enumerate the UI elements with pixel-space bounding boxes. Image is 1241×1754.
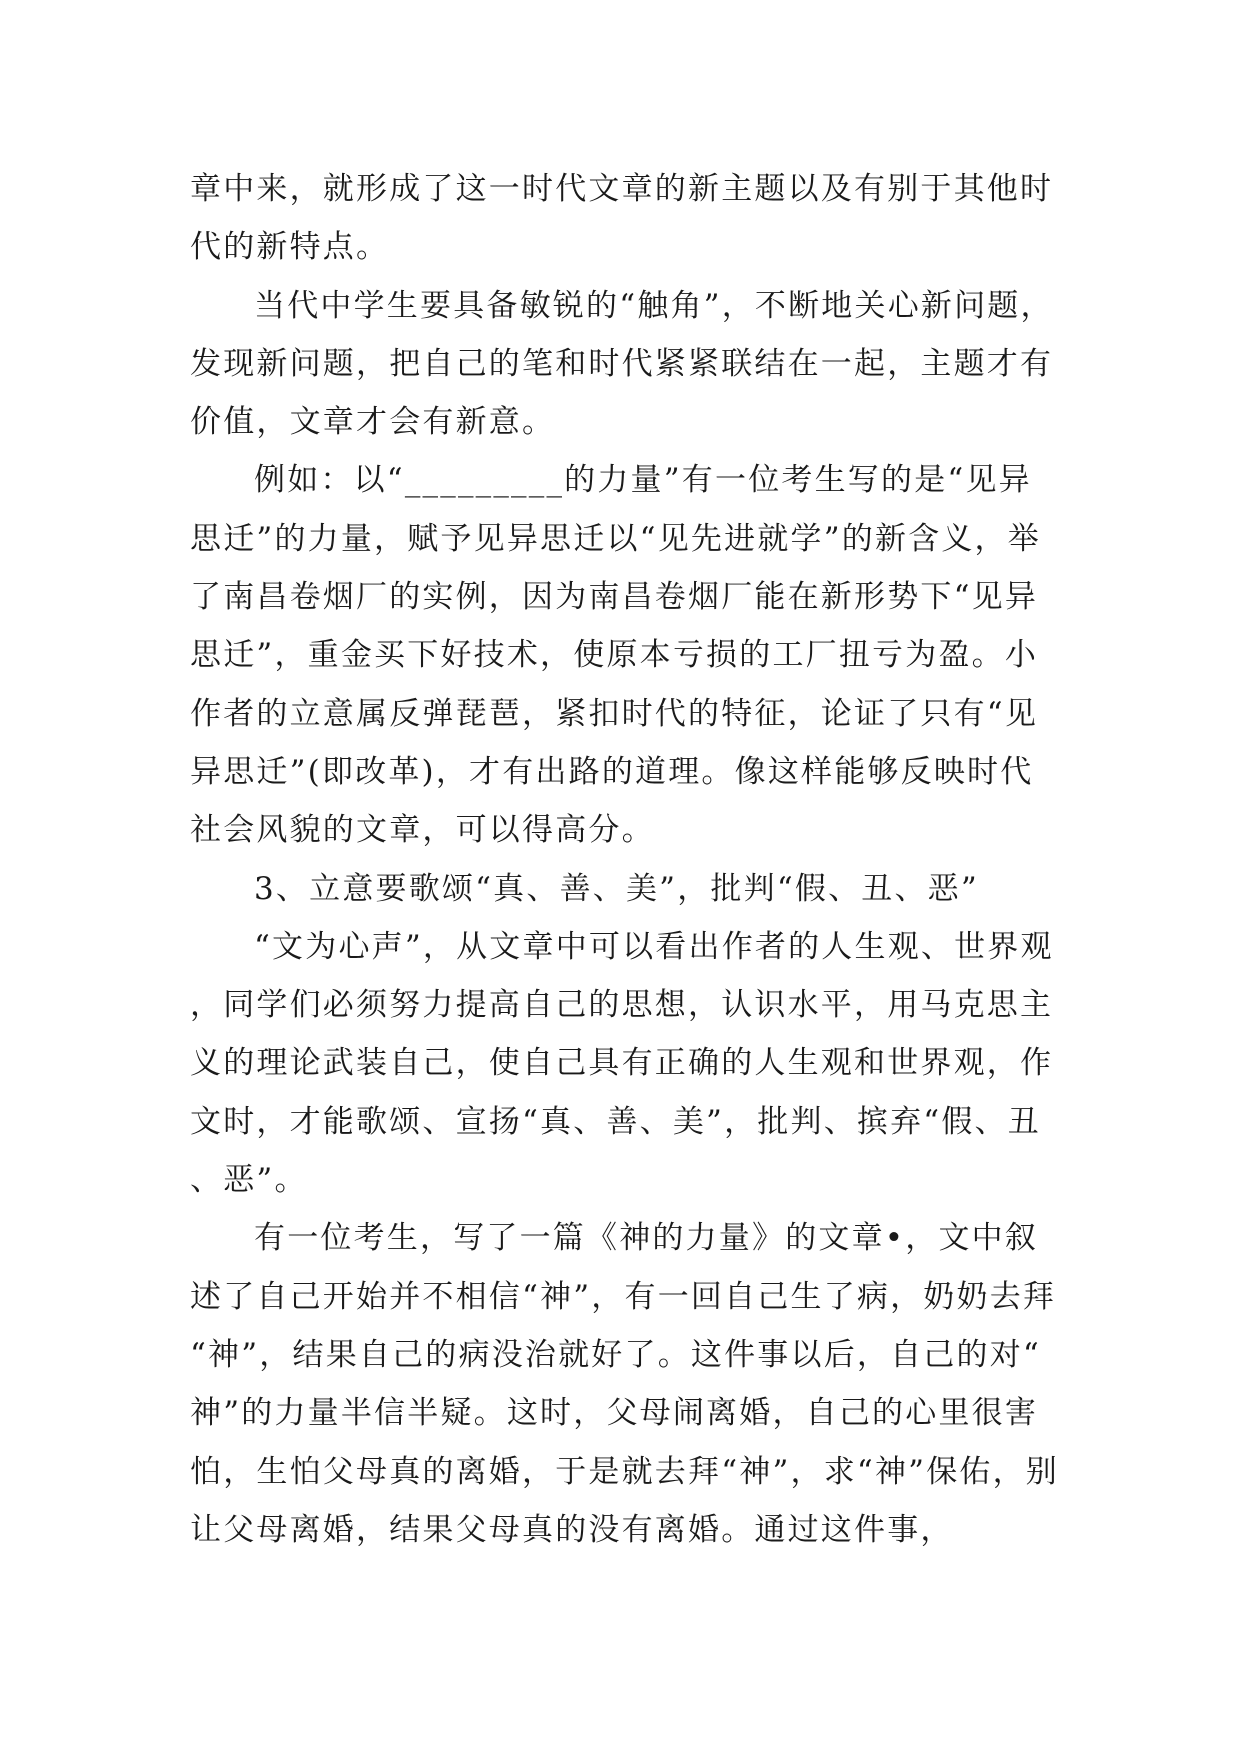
section-heading-3: 3、立意要歌颂“真、善、美”，批判“假、丑、恶”: [254, 870, 979, 907]
paragraph-contemporary-students: 当代中学生要具备敏锐的“触角”，不断地关心新问题，发现新问题，把自己的笔和时代紧紧联结在一起，主题才有价值，文章才会有新意。: [190, 287, 1054, 441]
paragraph-example: 例如：以“_________的力量”有一位考生写的是“见异思迁”的力量，赋予见异思迁以“见先进就学”的新含义，举了南昌卷烟厂的实例，因为南昌卷烟厂能在新形势下“见异思迁”，重金买下好技术，使原本亏损的工厂扭亏为盈。小作者的立意属反弹琵琶，紧扣时代的特征，论证了只有“见异思迁”(即改革)，才有出路的道理。像这样能够反映时代社会风貌的文章，可以得高分。: [190, 462, 1041, 849]
paragraph-continuation: 章中来，就形成了这一时代文章的新主题以及有别于其他时代的新特点。: [190, 171, 1054, 266]
paragraph-voice-of-heart: “文为心声”，从文章中可以看出作者的人生观、世界观，同学们必须努力提高自己的思想，认识水平，用马克思主义的理论武装自己，使自己具有正确的人生观和世界观，作文时，才能歌颂、宣扬“真、善、美”，批判、摈弃“假、丑、恶”。: [190, 928, 1054, 1199]
document-body: [190, 160, 1060, 1559]
paragraph-power-of-god-essay: 有一位考生，写了一篇《神的力量》的文章•，文中叙述了自己开始并不相信“神”，有一回自己生了病，奶奶去拜“神”，结果自己的病没治就好了。这件事以后，自己的对“神”的力量半信半疑。这时，父母闹离婚，自己的心里很害怕，生怕父母真的离婚，于是就去拜“神”，求“神”保佑，别让父母离婚，结果父母真的没有离婚。通过这件事，: [190, 1220, 1059, 1548]
